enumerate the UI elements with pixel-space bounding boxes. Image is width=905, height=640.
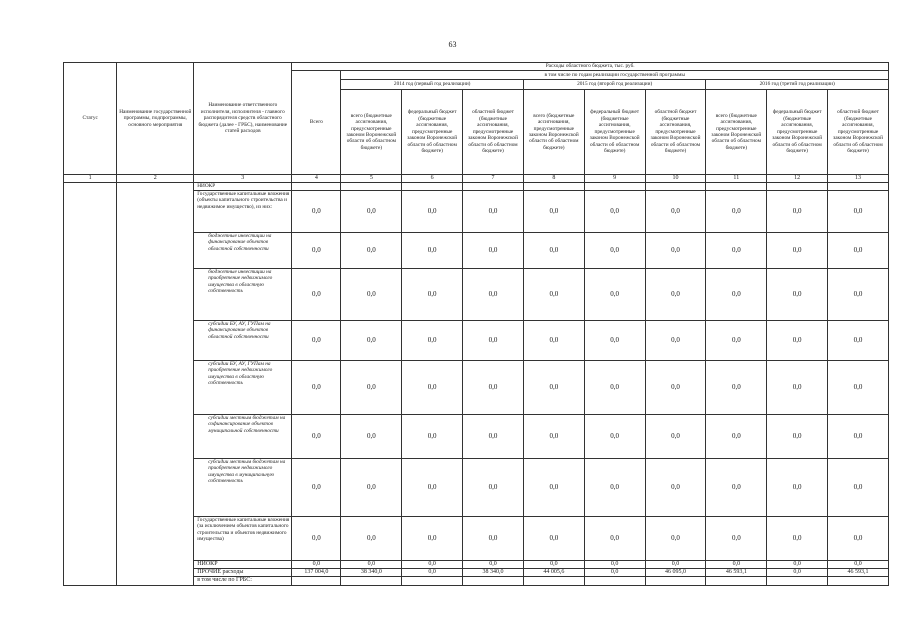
column-number: 8 [523, 175, 584, 183]
row-value: 0,0 [523, 360, 584, 414]
row-value: 0,0 [341, 458, 402, 516]
row-value: 0,0 [584, 190, 645, 232]
nioktr-row-value: 0,0 [584, 560, 645, 568]
header-2015-federal: федеральный бюджет (бюджетные ассигнования, предусмотренные законом Воронежской области об областном бюджете) [584, 90, 645, 175]
row-value: 0,0 [645, 232, 706, 268]
row-description: бюджетные инвестиции на финансирование объектов областной собственности [194, 232, 292, 268]
grbs-row-value [292, 577, 341, 585]
row-value: 0,0 [402, 458, 463, 516]
row-value: 0,0 [463, 320, 524, 360]
row-value: 0,0 [292, 458, 341, 516]
row-value: 0,0 [341, 360, 402, 414]
header-2014-federal: федеральный бюджет (бюджетные ассигнования, предусмотренные законом Воронежской области об областном бюджете) [402, 90, 463, 175]
column-number: 11 [706, 175, 767, 183]
row-value: 0,0 [706, 320, 767, 360]
row-value: 0,0 [584, 458, 645, 516]
row-value: 0,0 [341, 232, 402, 268]
row-value: 0,0 [341, 516, 402, 560]
header-2014-regional: областной бюджет (бюджетные ассигнования, предусмотренные законом Воронежской области об областном бюджете) [463, 90, 524, 175]
other-expenses-row-label: ПРОЧИЕ расходы [194, 569, 292, 577]
row-description: субсидии БУ, АУ, ГУПам на финансирование объектов областной собственности [194, 320, 292, 360]
other-expenses-row-value: 0,0 [402, 569, 463, 577]
header-2016-regional: областной бюджет (бюджетные ассигнования, предусмотренные законом Воронежской области об областном бюджете) [828, 90, 889, 175]
header-status: Статус [64, 63, 117, 175]
grbs-row-value [463, 577, 524, 585]
other-expenses-row-value: 0,0 [584, 569, 645, 577]
row-description: субсидии БУ, АУ, ГУПам на приобретение недвижимого имущества в областную собственность [194, 360, 292, 414]
row-value: 0,0 [523, 516, 584, 560]
header-program-name: Наименование государственной программы, подпрограммы, основного мероприятия [117, 63, 194, 175]
row-value: 0,0 [645, 458, 706, 516]
row-value: 0,0 [292, 268, 341, 320]
nioktr-row-value: 0,0 [402, 560, 463, 568]
row-value: 0,0 [292, 414, 341, 458]
row-value: 0,0 [523, 190, 584, 232]
row-value: 0,0 [463, 360, 524, 414]
row-value: 0,0 [463, 414, 524, 458]
row-value: 0,0 [767, 516, 828, 560]
nioktr-row-value: 0,0 [341, 560, 402, 568]
row-value: 0,0 [645, 320, 706, 360]
row-value: 0,0 [292, 232, 341, 268]
row-value: 0,0 [463, 268, 524, 320]
row-value: 0,0 [706, 458, 767, 516]
nioktr-row-value: 0,0 [523, 560, 584, 568]
row-value: 0,0 [292, 190, 341, 232]
header-2016-total: всего (бюджетные ассигнования, предусмотренные законом Воронежской области об областном бюджете) [706, 90, 767, 175]
column-numbers-row [64, 175, 889, 183]
column-number: 1 [64, 175, 117, 183]
header-year-2015: 2015 год (второй год реализации) [523, 80, 705, 90]
row-value: 0,0 [828, 190, 889, 232]
other-expenses-row-value: 38 340,0 [341, 569, 402, 577]
grbs-row-value [341, 577, 402, 585]
column-number: 10 [645, 175, 706, 183]
header-2014-total: всего (бюджетные ассигнования, предусмотренные законом Воронежской области об областном бюджете) [341, 90, 402, 175]
column-number: 3 [194, 175, 292, 183]
program-cell [117, 183, 194, 585]
row-value: 0,0 [767, 458, 828, 516]
header-by-years: в том числе по годам реализации государственной программы [341, 71, 889, 80]
row-value: 0,0 [402, 268, 463, 320]
row-value: 0,0 [645, 190, 706, 232]
row-value: 0,0 [523, 232, 584, 268]
row-description: субсидии местным бюджетам на софинансирование объектов муниципальной собственности [194, 414, 292, 458]
row-value: 0,0 [767, 320, 828, 360]
row-value: 0,0 [292, 516, 341, 560]
header-year-2014: 2014 год (первый год реализации) [341, 80, 523, 90]
grbs-row-value [402, 577, 463, 585]
row-value: 0,0 [523, 320, 584, 360]
column-number: 4 [292, 175, 341, 183]
grbs-row-value [767, 577, 828, 585]
row-value: 0,0 [584, 516, 645, 560]
row-value: 0,0 [402, 320, 463, 360]
other-expenses-row-value: 38 340,0 [463, 569, 524, 577]
row-value: 0,0 [292, 320, 341, 360]
other-expenses-row-value: 137 004,0 [292, 569, 341, 577]
row-value: 0,0 [706, 190, 767, 232]
header-2016-federal: федеральный бюджет (бюджетные ассигнования, предусмотренные законом Воронежской области об областном бюджете) [767, 90, 828, 175]
other-expenses-row-value: 46 593,1 [706, 569, 767, 577]
other-expenses-row-value: 0,0 [767, 569, 828, 577]
row-value: 0,0 [341, 320, 402, 360]
nioktr-row-value: 0,0 [767, 560, 828, 568]
row-value: 0,0 [767, 232, 828, 268]
header-2015-regional: областной бюджет (бюджетные ассигнования, предусмотренные законом Воронежской области об областном бюджете) [645, 90, 706, 175]
row-value: 0,0 [402, 360, 463, 414]
row-value: 0,0 [828, 516, 889, 560]
header-responsible: Наименование ответственного исполнителя, исполнителя - главного распорядителя средств областного бюджета (далее - ГРБС), наименование статей расходов [194, 63, 292, 175]
row-value: 0,0 [706, 268, 767, 320]
grbs-row-label: в том числе по ГРБС: [194, 577, 292, 585]
header-expenses: Расходы областного бюджета, тыс. руб. [292, 63, 889, 71]
column-number: 9 [584, 175, 645, 183]
nioktr-row-value: 0,0 [645, 560, 706, 568]
column-number: 2 [117, 175, 194, 183]
row-value: 0,0 [645, 414, 706, 458]
row-value: 0,0 [341, 190, 402, 232]
row-value: 0,0 [706, 360, 767, 414]
row-value: 0,0 [828, 320, 889, 360]
row-value: 0,0 [767, 268, 828, 320]
row-description: Государственные капитальные вложения (объекты капитального строительства и недвижимое имущество), из них: [194, 190, 292, 232]
row-value: 0,0 [402, 232, 463, 268]
row-value: 0,0 [341, 268, 402, 320]
grbs-row-value [706, 577, 767, 585]
row-value: 0,0 [828, 360, 889, 414]
nioktr-row-value: 0,0 [292, 560, 341, 568]
grbs-row-value [645, 577, 706, 585]
row-value: 0,0 [584, 268, 645, 320]
row-value: 0,0 [584, 360, 645, 414]
row-value: 0,0 [584, 320, 645, 360]
row-value: 0,0 [706, 414, 767, 458]
row-value: 0,0 [341, 414, 402, 458]
row-description: бюджетные инвестиции на приобретение недвижимого имущества в областную собственность [194, 268, 292, 320]
row-value: 0,0 [828, 268, 889, 320]
column-number: 6 [402, 175, 463, 183]
row-value: 0,0 [402, 414, 463, 458]
row-value: 0,0 [767, 414, 828, 458]
row-value: 0,0 [584, 232, 645, 268]
row-value: 0,0 [584, 414, 645, 458]
row-value: 0,0 [645, 360, 706, 414]
other-expenses-row-value: 46 095,0 [645, 569, 706, 577]
column-number: 12 [767, 175, 828, 183]
row-value: 0,0 [463, 516, 524, 560]
row-description: субсидии местным бюджетам на приобретение недвижимого имущества в муниципальную собственность [194, 458, 292, 516]
nioktr-row-value: 0,0 [463, 560, 524, 568]
row-description: Государственные капитальные вложения (за исключением объектов капитального строительства и объектов недвижимого имущества) [194, 516, 292, 560]
row-value: 0,0 [645, 268, 706, 320]
budget-table [63, 62, 889, 586]
row-value: 0,0 [292, 360, 341, 414]
nioktr-row-label: НИОКР [194, 560, 292, 568]
row-value: 0,0 [463, 232, 524, 268]
nioktr-row-value: 0,0 [706, 560, 767, 568]
grbs-row-value [584, 577, 645, 585]
row-value: 0,0 [828, 232, 889, 268]
row-value: 0,0 [463, 458, 524, 516]
row-value: 0,0 [706, 516, 767, 560]
status-cell [64, 183, 117, 585]
row-value: 0,0 [767, 360, 828, 414]
row-value: 0,0 [828, 458, 889, 516]
row-value: 0,0 [767, 190, 828, 232]
row-value: 0,0 [463, 190, 524, 232]
row-value: 0,0 [706, 232, 767, 268]
other-expenses-row-value: 46 593,1 [828, 569, 889, 577]
header-2015-total: всего (бюджетные ассигнования, предусмотренные законом Воронежской области об областном бюджете) [523, 90, 584, 175]
row-value: 0,0 [828, 414, 889, 458]
table-body [64, 63, 889, 586]
grbs-row-value [828, 577, 889, 585]
column-number: 13 [828, 175, 889, 183]
row-value: 0,0 [645, 516, 706, 560]
header-year-2016: 2016 год (третий год реализации) [706, 80, 889, 90]
header-total: Всего [292, 71, 341, 175]
nioktr-top-label: НИОКР [194, 183, 292, 190]
column-number: 5 [341, 175, 402, 183]
other-expenses-row-value: 44 005,6 [523, 569, 584, 577]
row-value: 0,0 [523, 268, 584, 320]
row-value: 0,0 [523, 458, 584, 516]
row-value: 0,0 [402, 190, 463, 232]
column-number: 7 [463, 175, 524, 183]
page-number: 63 [448, 40, 457, 49]
row-value: 0,0 [402, 516, 463, 560]
row-value: 0,0 [523, 414, 584, 458]
nioktr-row-value: 0,0 [828, 560, 889, 568]
grbs-row-value [523, 577, 584, 585]
